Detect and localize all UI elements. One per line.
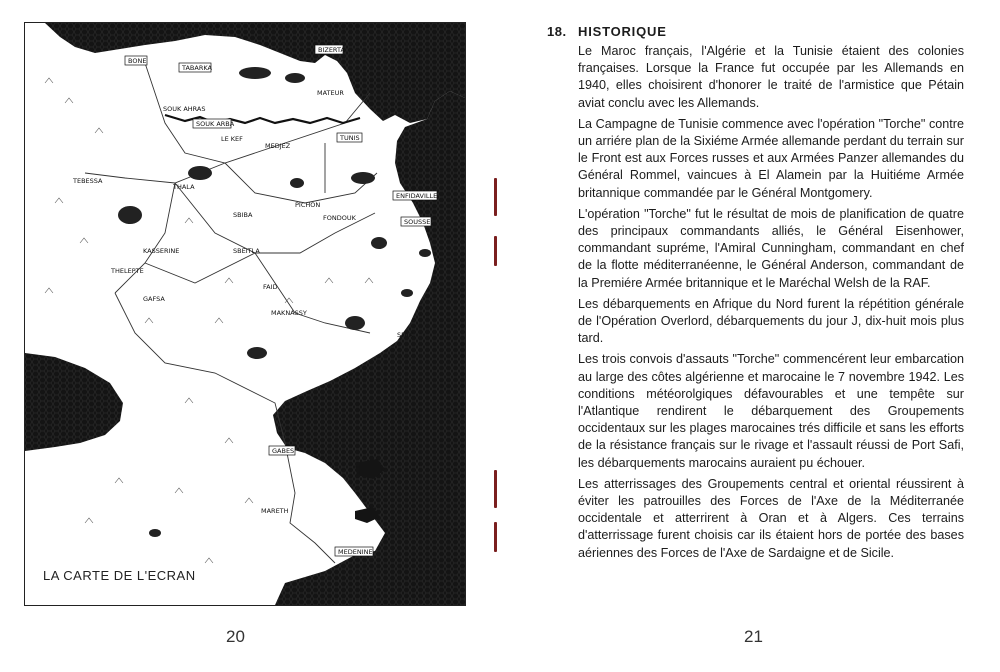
binding-mark bbox=[494, 178, 497, 216]
binding-mark bbox=[494, 522, 497, 552]
town-mateur: MATEUR bbox=[317, 89, 344, 97]
town-kasserine: KASSERINE bbox=[143, 247, 180, 255]
town-bizerta: BIZERTA bbox=[318, 46, 345, 54]
town-medjez: MEDJEZ bbox=[265, 142, 291, 150]
town-mareth: MARETH bbox=[261, 507, 289, 515]
town-thelepte: THELEPTE bbox=[111, 267, 144, 275]
mountains bbox=[45, 78, 373, 563]
town-souk-arba: SOUK ARBA bbox=[196, 120, 235, 128]
town-thala: THALA bbox=[173, 183, 195, 191]
town-bone: BONE bbox=[128, 57, 147, 65]
town-gabes: GABES bbox=[272, 447, 295, 455]
section-number: 18. bbox=[547, 24, 567, 39]
town-le-kef: LE KEF bbox=[221, 135, 243, 143]
town-fondouk: FONDOUK bbox=[323, 214, 356, 222]
sea-east bbox=[273, 91, 465, 605]
town-pichon: PICHON bbox=[295, 201, 321, 209]
town-maknassy: MAKNASSY bbox=[271, 309, 307, 317]
town-faid: FAID bbox=[263, 283, 278, 291]
binding-mark bbox=[494, 236, 497, 266]
binding-mark bbox=[494, 470, 497, 508]
paragraph: Les débarquements en Afrique du Nord furent la répétition générale de l'Opération Overlord, débarquements du jour J, dix-huit mois plus tard. bbox=[578, 296, 964, 346]
paragraph: Les atterrissages des Groupements central et oriental réussirent à éviter les patrouilles des Forces de l'Axe de la Méditerranée occidentale et atterrirent à Oran et à Algers. Ces terrains d'atterrissage furent choisis car ils étaient hors de portée des bases aériennes des Forces de l'Axe de Sardaigne et de Sicile. bbox=[578, 476, 964, 560]
town-tabarka: TABARKA bbox=[182, 64, 212, 72]
town-tebessa: TEBESSA bbox=[73, 177, 103, 185]
screen-map bbox=[24, 22, 466, 606]
map-caption: LA CARTE DE L'ECRAN bbox=[43, 568, 196, 583]
right-page bbox=[500, 0, 1000, 672]
town-sbeitla: SBEITLA bbox=[233, 247, 260, 255]
town-souk-ahras: SOUK AHRAS bbox=[163, 105, 206, 113]
map-illustration bbox=[25, 23, 465, 605]
town-tunis: TUNIS bbox=[340, 134, 360, 142]
paragraph: Le Maroc français, l'Algérie et la Tunisie étaient des colonies françaises. Lorsque la France fut occupée par les Allemands en 1940, elles choisirent d'honorer le traité de l'armistice que Pétain aviat conclu avec les Allemands. bbox=[578, 44, 964, 110]
town-gafsa: GAFSA bbox=[143, 295, 165, 303]
town-medenine: MEDENINE bbox=[338, 548, 373, 556]
town-sfax: SFAX bbox=[397, 331, 414, 339]
section-title: HISTORIQUE bbox=[578, 24, 667, 39]
town-sbiba: SBIBA bbox=[233, 211, 253, 219]
town-enfidaville: ENFIDAVILLE bbox=[396, 192, 438, 200]
town-sousse: SOUSSE bbox=[404, 218, 431, 226]
paragraph: Les trois convois d'assauts "Torche" commencérent leur embarcation au large des côtes algérienne et marocaine le 7 novembre 1942. Les conditions météorolgiques défavourables et une tempête sur l'Atlantique rendirent le débarquement des Groupements occidentaux sur les plages marocaines trés difficile et sans les efforts de la résistance français sur le rivage et l'assault réussi de Port Safi, les débarquements marocains auraient pu échouer. bbox=[578, 352, 964, 470]
page-number-right: 21 bbox=[744, 627, 763, 646]
paragraph: L'opération "Torche" fut le résultat de mois de planification de quatre des principaux commandants alliés, le Général Eisenhower, commandant supréme, l'Amiral Cunningham, commandant en chef de la flotte méditerranéenne, le Général Anderson, commandant de la Premiére Armée britannique et le Maréchal Welsh de la RAF. bbox=[578, 206, 964, 290]
section-body bbox=[578, 43, 964, 566]
chott-west bbox=[25, 353, 123, 451]
paragraph: La Campagne de Tunisie commence avec l'opération "Torche" contre un arriére plan de la Sixiéme Armée allemande perdant du terrain sur le Front est aux Forces russes et aux Armées Panzer allemandes du Général Rommel, vaincues à El Alamein par la Huitiéme Armée britannique commandée par le Général Montgomery. bbox=[578, 116, 964, 200]
page-number-left: 20 bbox=[226, 627, 245, 646]
